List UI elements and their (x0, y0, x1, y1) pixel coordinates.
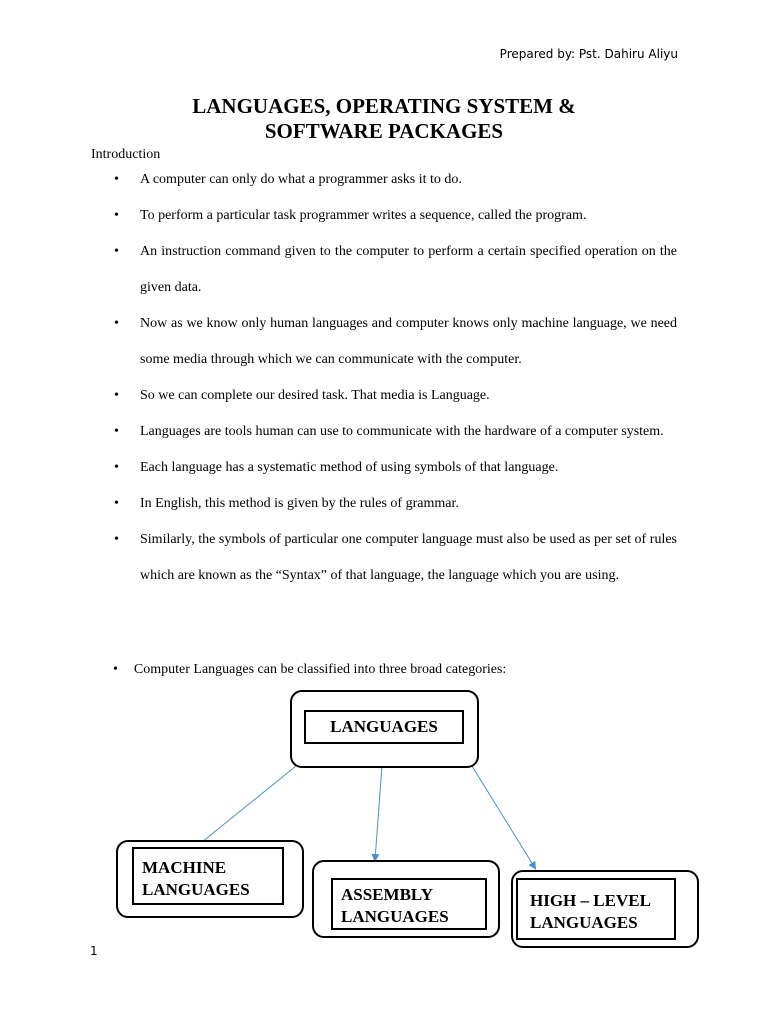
list-item: • A computer can only do what a programmer asks it to do. (114, 162, 677, 198)
high-label-line-1: HIGH – LEVEL (530, 891, 651, 910)
list-item: • Similarly, the symbols of particular one computer language must also be used as per set of rules which are known as the “Syntax” of that language, the language which you are using. (114, 522, 677, 594)
bullet-icon: • (114, 208, 119, 223)
page-number: 1 (90, 944, 98, 958)
languages-node (290, 690, 479, 768)
machine-languages-node (116, 840, 304, 918)
machine-label-box (132, 847, 284, 905)
bullet-icon: • (114, 424, 119, 439)
languages-label-box (304, 710, 464, 744)
list-item: • So we can complete our desired task. That media is Language. (114, 378, 677, 414)
assembly-label-line-2: LANGUAGES (341, 907, 449, 926)
assembly-label-line-1: ASSEMBLY (341, 885, 433, 904)
machine-label-line-1: MACHINE (142, 858, 227, 877)
connector-machine (202, 766, 296, 842)
bullet-icon: • (114, 316, 119, 331)
assembly-label-box (331, 878, 487, 930)
prepared-by-header: Prepared by: Pst. Dahiru Aliyu (499, 47, 678, 61)
list-item: • Languages are tools human can use to communicate with the hardware of a computer system. (114, 414, 677, 450)
bullet-icon: • (114, 244, 119, 259)
categories-bullet: • Computer Languages can be classified into three broad categories: (113, 662, 507, 677)
machine-label-line-2: LANGUAGES (142, 880, 250, 899)
list-item: • Now as we know only human languages and computer knows only machine language, we need some media through which we can communicate with the computer. (114, 306, 677, 378)
list-item: • Each language has a systematic method of using symbols of that language. (114, 450, 677, 486)
assembly-languages-node (312, 860, 500, 938)
bullet-icon: • (113, 662, 118, 677)
connector-assembly (375, 766, 382, 860)
languages-label: LANGUAGES (330, 717, 438, 736)
list-item: • To perform a particular task programmer writes a sequence, called the program. (114, 198, 677, 234)
bullet-icon: • (114, 496, 119, 511)
intro-heading: Introduction (91, 147, 161, 162)
high-level-languages-node (511, 870, 699, 948)
bullet-icon: • (114, 532, 119, 547)
bullet-icon: • (114, 172, 119, 187)
high-label-box (516, 878, 676, 940)
title-line-2: SOFTWARE PACKAGES (264, 119, 504, 143)
title-line-1: LANGUAGES, OPERATING SYSTEM & (192, 94, 576, 118)
bullet-icon: • (114, 460, 119, 475)
list-item: • In English, this method is given by the rules of grammar. (114, 486, 677, 522)
bullet-icon: • (114, 388, 119, 403)
high-label-line-2: LANGUAGES (530, 913, 638, 932)
list-item: • An instruction command given to the computer to perform a certain specified operation on the given data. (114, 234, 677, 306)
connector-high (472, 766, 535, 868)
